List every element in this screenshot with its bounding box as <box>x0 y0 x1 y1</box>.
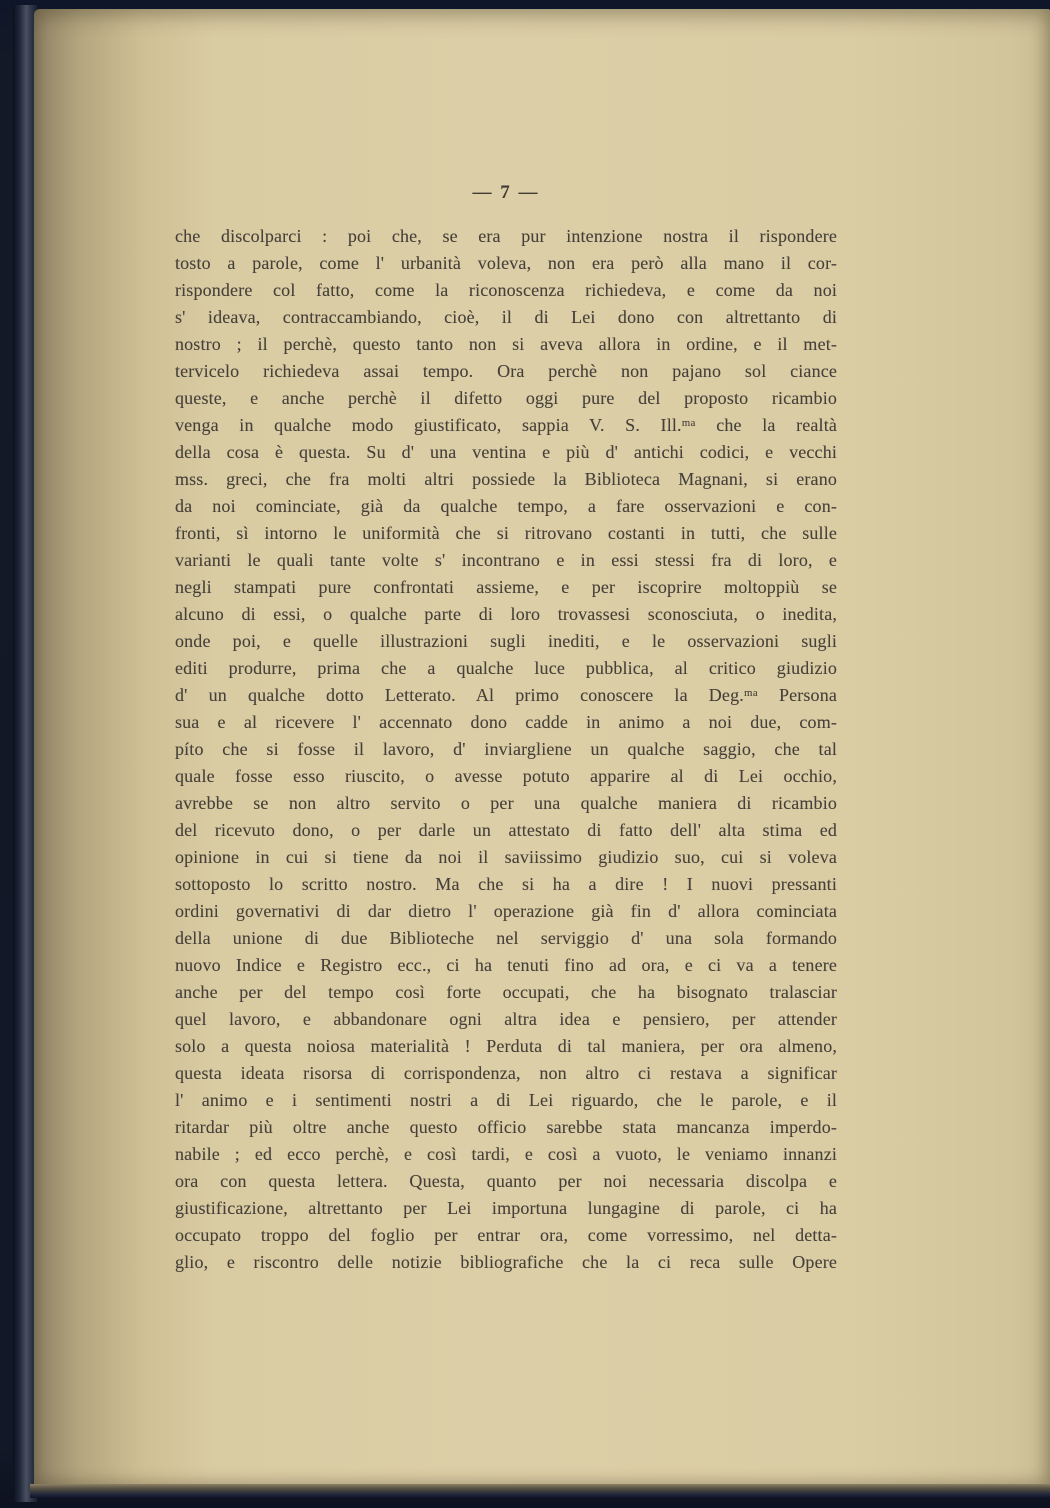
text-line: varianti le quali tante volte s' incontrano e in essi stessi fra di loro, e <box>175 550 837 570</box>
text-line: rispondere col fatto, come la riconoscenza richiedeva, e come da noi <box>175 280 837 300</box>
text-line: negli stampati pure confrontati assieme, e per iscoprire moltoppiù se <box>175 577 837 597</box>
text-line: quale fosse esso riuscito, o avesse potuto apparire al di Lei occhio, <box>175 766 837 786</box>
text-line: tervicelo richiedeva assai tempo. Ora perchè non pajano sol ciance <box>175 361 837 381</box>
text-line: s' ideava, contraccambiando, cioè, il di Lei dono con altrettanto di <box>175 307 837 327</box>
text-line: sua e al ricevere l' accennato dono cadde in animo a noi due, com- <box>175 712 837 732</box>
text-line: nostro ; il perchè, questo tanto non si aveva allora in ordine, e il met- <box>175 334 837 354</box>
text-line: ora con questa lettera. Questa, quanto per noi necessaria discolpa e <box>175 1171 837 1191</box>
text-line: che discolparci : poi che, se era pur intenzione nostra il rispondere <box>175 226 837 246</box>
text-line: questa ideata risorsa di corrispondenza, non altro ci restava a significar <box>175 1063 837 1083</box>
text-line: tosto a parole, come l' urbanità voleva, non era però alla mano il cor- <box>175 253 837 273</box>
text-line: editi produrre, prima che a qualche luce pubblica, al critico giudizio <box>175 658 837 678</box>
text-line: alcuno di essi, o qualche parte di loro trovassesi sconosciuta, o inedita, <box>175 604 837 624</box>
text-line: nabile ; ed ecco perchè, e così tardi, e così a vuoto, le veniamo innanzi <box>175 1144 837 1164</box>
text-line: del ricevuto dono, o per darle un attestato di fatto dell' alta stima ed <box>175 820 837 840</box>
text-line: giustificazione, altrettanto per Lei importuna lungagine di parole, ci ha <box>175 1198 837 1218</box>
text-line: l' animo e i sentimenti nostri a di Lei riguardo, che le parole, e il <box>175 1090 837 1110</box>
text-line: opinione in cui si tiene da noi il saviissimo giudizio suo, cui si voleva <box>175 847 837 867</box>
text-line: píto che si fosse il lavoro, d' inviargliene un qualche saggio, che tal <box>175 739 837 759</box>
text-line: sottoposto lo scritto nostro. Ma che si ha a dire ! I nuovi pressanti <box>175 874 837 894</box>
page-content <box>175 9 837 1276</box>
text-line: occupato troppo del foglio per entrar ora, come vorressimo, nel detta- <box>175 1225 837 1245</box>
text-line: glio, e riscontro delle notizie bibliografiche che la ci reca sulle Opere <box>175 1252 837 1272</box>
text-line: mss. greci, che fra molti altri possiede la Biblioteca Magnani, si erano <box>175 469 837 489</box>
text-line: avrebbe se non altro servito o per una qualche maniera di ricambio <box>175 793 837 813</box>
page-number: — 7 — <box>472 182 540 203</box>
text-line: anche per del tempo così forte occupati, che ha bisognato tralasciar <box>175 982 837 1002</box>
text-line: ordini governativi di dar dietro l' operazione già fin d' allora cominciata <box>175 901 837 921</box>
text-line: venga in qualche modo giustificato, sappia V. S. Ill.ᵐᵃ che la realtà <box>175 415 837 435</box>
text-line: della unione di due Biblioteche nel serviggio d' una sola formando <box>175 928 837 948</box>
text-line: fronti, sì intorno le uniformità che si ritrovano costanti in tutti, che sulle <box>175 523 837 543</box>
text-line: nuovo Indice e Registro ecc., ci ha tenuti fino ad ora, e ci va a tenere <box>175 955 837 975</box>
text-line: della cosa è questa. Su d' una ventina e più d' antichi codici, e vecchi <box>175 442 837 462</box>
book-bottom-edge <box>30 1484 1050 1498</box>
scanned-page <box>34 9 1050 1486</box>
text-line: queste, e anche perchè il difetto oggi pure del proposto ricambio <box>175 388 837 408</box>
text-line: solo a questa noiosa materialità ! Perduta di tal maniera, per ora almeno, <box>175 1036 837 1056</box>
text-line: d' un qualche dotto Letterato. Al primo conoscere la Deg.ᵐᵃ Persona <box>175 685 837 705</box>
text-line: da noi cominciate, già da qualche tempo, a fare osservazioni e con- <box>175 496 837 516</box>
text-line: onde poi, e quelle illustrazioni sugli inediti, e le osservazioni sugli <box>175 631 837 651</box>
text-line: ritardar più oltre anche questo officio sarebbe stata mancanza imperdo- <box>175 1117 837 1137</box>
page-text <box>175 223 837 1276</box>
text-line: quel lavoro, e abbandonare ogni altra idea e pensiero, per attender <box>175 1009 837 1029</box>
